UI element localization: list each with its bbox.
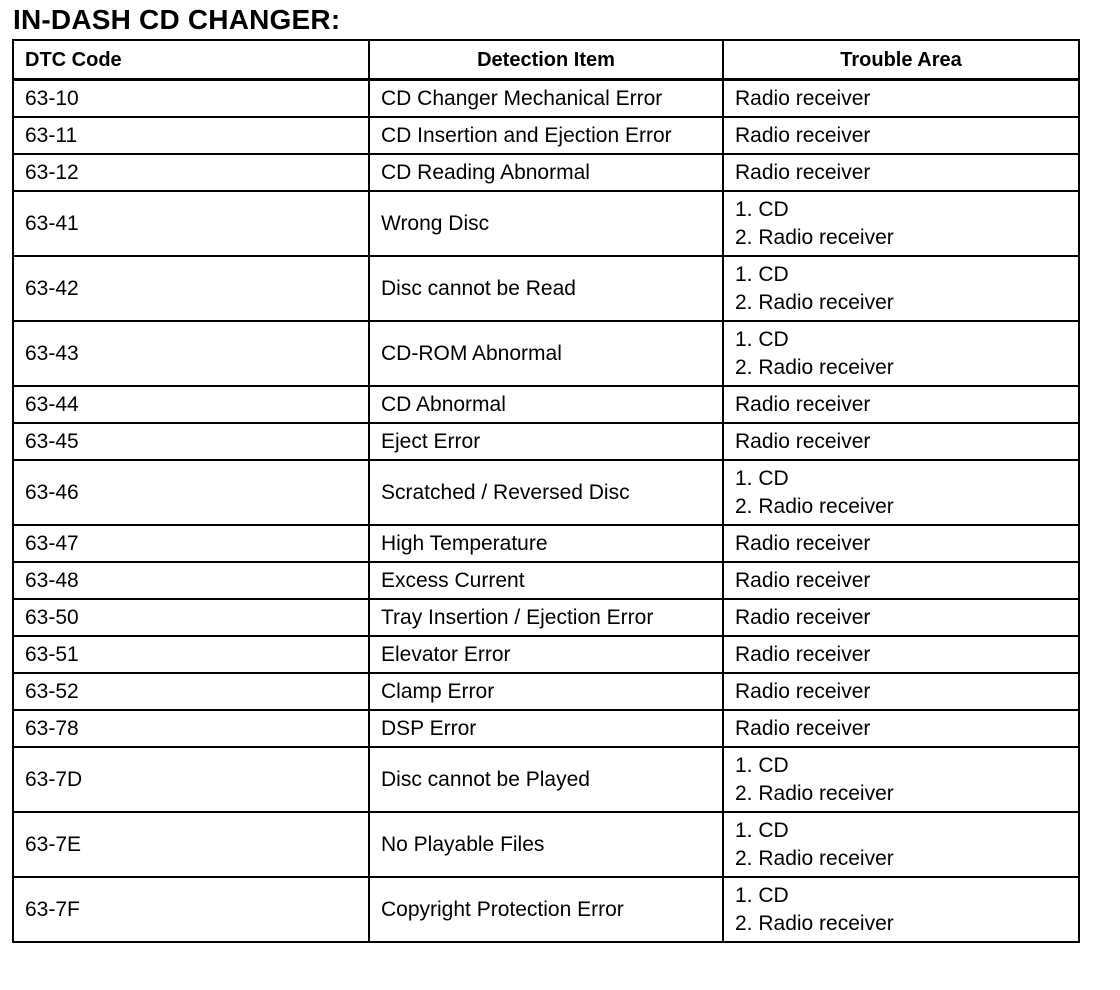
detection-item-cell: CD-ROM Abnormal xyxy=(369,321,723,386)
detection-item-cell: CD Reading Abnormal xyxy=(369,154,723,191)
trouble-area-cell xyxy=(723,562,1079,599)
table-row xyxy=(13,460,1079,525)
trouble-area-cell xyxy=(723,673,1079,710)
dtc-code-cell: 63-51 xyxy=(13,636,369,673)
trouble-area-line: 2. Radio receiver xyxy=(735,781,894,805)
header-dtc-code: DTC Code xyxy=(13,40,369,80)
table-row xyxy=(13,877,1079,942)
trouble-area-line: Radio receiver xyxy=(735,392,871,416)
detection-item-cell: Scratched / Reversed Disc xyxy=(369,460,723,525)
trouble-area-line: Radio receiver xyxy=(735,531,871,555)
table-row xyxy=(13,117,1079,154)
trouble-area-line: 1. CD xyxy=(735,327,789,351)
dtc-code-cell: 63-43 xyxy=(13,321,369,386)
trouble-area-cell xyxy=(723,256,1079,321)
table-row xyxy=(13,673,1079,710)
trouble-area-cell xyxy=(723,460,1079,525)
header-trouble-area: Trouble Area xyxy=(723,40,1079,80)
trouble-area-line: Radio receiver xyxy=(735,605,871,629)
trouble-area-line: 1. CD xyxy=(735,753,789,777)
dtc-code-cell: 63-44 xyxy=(13,386,369,423)
table-row xyxy=(13,812,1079,877)
dtc-code-cell: 63-45 xyxy=(13,423,369,460)
table-row xyxy=(13,321,1079,386)
dtc-code-cell: 63-78 xyxy=(13,710,369,747)
trouble-area-line: 1. CD xyxy=(735,883,789,907)
table-row xyxy=(13,525,1079,562)
trouble-area-line: 1. CD xyxy=(735,466,789,490)
trouble-area-cell xyxy=(723,191,1079,256)
table-header xyxy=(13,40,1079,80)
trouble-area-line: 2. Radio receiver xyxy=(735,494,894,518)
trouble-area-cell xyxy=(723,117,1079,154)
trouble-area-line: Radio receiver xyxy=(735,679,871,703)
trouble-area-line: 1. CD xyxy=(735,197,789,221)
dtc-table xyxy=(12,39,1080,943)
dtc-code-cell: 63-7D xyxy=(13,747,369,812)
detection-item-cell: Eject Error xyxy=(369,423,723,460)
trouble-area-line: 2. Radio receiver xyxy=(735,290,894,314)
header-detection-item: Detection Item xyxy=(369,40,723,80)
trouble-area-cell xyxy=(723,80,1079,118)
dtc-code-cell: 63-7F xyxy=(13,877,369,942)
detection-item-cell: High Temperature xyxy=(369,525,723,562)
table-row xyxy=(13,636,1079,673)
dtc-code-cell: 63-12 xyxy=(13,154,369,191)
trouble-area-cell xyxy=(723,812,1079,877)
table-row xyxy=(13,154,1079,191)
table-row xyxy=(13,562,1079,599)
table-row xyxy=(13,386,1079,423)
dtc-code-cell: 63-42 xyxy=(13,256,369,321)
table-row xyxy=(13,710,1079,747)
table-row xyxy=(13,80,1079,118)
dtc-code-cell: 63-10 xyxy=(13,80,369,118)
trouble-area-line: Radio receiver xyxy=(735,642,871,666)
trouble-area-line: 2. Radio receiver xyxy=(735,846,894,870)
detection-item-cell: Copyright Protection Error xyxy=(369,877,723,942)
detection-item-cell: DSP Error xyxy=(369,710,723,747)
dtc-code-cell: 63-46 xyxy=(13,460,369,525)
trouble-area-line: Radio receiver xyxy=(735,86,871,110)
table-row xyxy=(13,423,1079,460)
trouble-area-line: Radio receiver xyxy=(735,568,871,592)
trouble-area-line: 2. Radio receiver xyxy=(735,355,894,379)
table-body xyxy=(13,80,1079,943)
trouble-area-cell xyxy=(723,877,1079,942)
trouble-area-cell xyxy=(723,321,1079,386)
trouble-area-cell xyxy=(723,154,1079,191)
detection-item-cell: Elevator Error xyxy=(369,636,723,673)
detection-item-cell: Disc cannot be Played xyxy=(369,747,723,812)
dtc-code-cell: 63-50 xyxy=(13,599,369,636)
dtc-code-cell: 63-7E xyxy=(13,812,369,877)
trouble-area-cell xyxy=(723,636,1079,673)
trouble-area-line: Radio receiver xyxy=(735,429,871,453)
trouble-area-cell xyxy=(723,710,1079,747)
dtc-code-cell: 63-48 xyxy=(13,562,369,599)
detection-item-cell: Excess Current xyxy=(369,562,723,599)
trouble-area-line: Radio receiver xyxy=(735,716,871,740)
dtc-code-cell: 63-11 xyxy=(13,117,369,154)
trouble-area-line: 2. Radio receiver xyxy=(735,225,894,249)
table-row xyxy=(13,191,1079,256)
trouble-area-cell xyxy=(723,525,1079,562)
dtc-code-cell: 63-41 xyxy=(13,191,369,256)
detection-item-cell: No Playable Files xyxy=(369,812,723,877)
trouble-area-line: 1. CD xyxy=(735,262,789,286)
detection-item-cell: Tray Insertion / Ejection Error xyxy=(369,599,723,636)
page-title: IN-DASH CD CHANGER: xyxy=(13,4,341,35)
header-row xyxy=(13,40,1079,80)
table-row xyxy=(13,747,1079,812)
trouble-area-line: Radio receiver xyxy=(735,160,871,184)
table-row xyxy=(13,256,1079,321)
dtc-code-cell: 63-52 xyxy=(13,673,369,710)
table-row xyxy=(13,599,1079,636)
detection-item-cell: Wrong Disc xyxy=(369,191,723,256)
trouble-area-cell xyxy=(723,747,1079,812)
trouble-area-line: Radio receiver xyxy=(735,123,871,147)
detection-item-cell: CD Changer Mechanical Error xyxy=(369,80,723,118)
detection-item-cell: CD Insertion and Ejection Error xyxy=(369,117,723,154)
trouble-area-cell xyxy=(723,599,1079,636)
trouble-area-line: 1. CD xyxy=(735,818,789,842)
dtc-code-cell: 63-47 xyxy=(13,525,369,562)
detection-item-cell: Disc cannot be Read xyxy=(369,256,723,321)
detection-item-cell: CD Abnormal xyxy=(369,386,723,423)
detection-item-cell: Clamp Error xyxy=(369,673,723,710)
trouble-area-line: 2. Radio receiver xyxy=(735,911,894,935)
trouble-area-cell xyxy=(723,386,1079,423)
trouble-area-cell xyxy=(723,423,1079,460)
